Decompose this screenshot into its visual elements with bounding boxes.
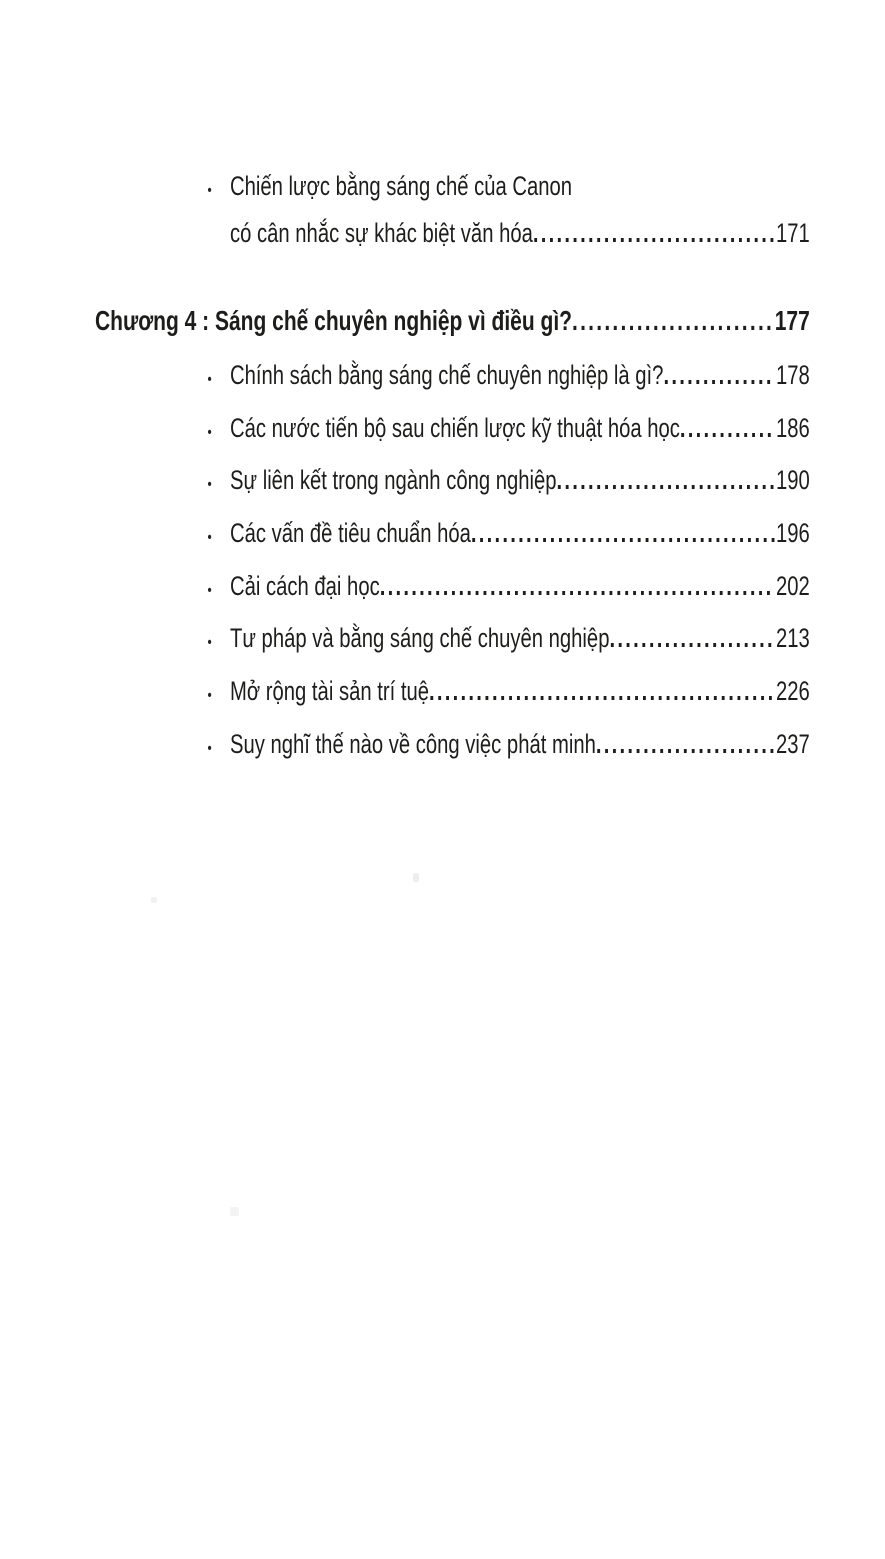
bullet-icon: • [207,581,212,599]
bullet-icon: • [207,371,212,388]
toc-entry-title: Chính sách bằng sáng chế chuyên nghiệp là gì? [230,360,664,390]
toc-entry [95,718,810,771]
toc-page-number: 190 [775,465,810,496]
bullet-icon: • [207,634,212,652]
toc-entry-title: có cân nhắc sự khác biệt văn hóa [230,218,533,248]
scan-speck [230,1207,239,1216]
dot-leader [596,718,775,771]
toc-carryover-entry-line2 [95,210,810,257]
toc-carryover-entry-line1 [95,163,810,210]
toc-entry-title: Tư pháp và bằng sáng chế chuyên nghiệp [230,623,610,654]
toc-page-number: 177 [774,305,810,336]
toc-entry [95,665,810,718]
toc-entry [95,454,810,507]
toc-entry-title: Các nước tiến bộ sau chiến lược kỹ thuật hóa học [230,412,680,443]
toc-entry-title: Mở rộng tài sản trí tuệ [230,676,429,707]
toc-chapter-heading [95,294,810,347]
dot-leader [572,294,773,347]
toc-page-number: 202 [775,570,810,601]
toc-entry-title: Các vấn đề tiêu chuẩn hóa [230,518,471,549]
toc-page-number: 186 [775,412,810,443]
toc-entry-title: Cải cách đại học [230,570,380,601]
dot-leader [609,612,774,665]
scan-speck [151,897,157,903]
toc-entry-list [95,349,810,771]
bullet-icon: • [207,687,212,705]
dot-leader [663,349,774,402]
toc-page-number: 196 [775,518,810,549]
dot-leader [680,402,775,455]
toc-page-number: 171 [775,218,810,248]
dot-leader [471,507,775,560]
toc-page-number: 237 [775,728,810,759]
toc-page-number: 213 [775,623,810,654]
toc-entry [95,402,810,455]
toc-entry [95,612,810,665]
toc-page-number: 226 [775,676,810,707]
bullet-icon: • [207,476,212,494]
table-of-contents [95,163,810,771]
toc-entry-title: Chiến lược bằng sáng chế của Canon [230,171,573,201]
scan-speck [413,873,419,882]
toc-entry [95,560,810,613]
dot-leader [533,210,775,257]
dot-leader [380,560,775,613]
bullet-icon: • [207,423,212,441]
toc-entry-title: Sự liên kết trong ngành công nghiệp [230,465,557,496]
toc-entry-title: Suy nghĩ thế nào về công việc phát minh [230,728,596,759]
toc-entry [95,349,810,402]
toc-entry [95,507,810,560]
bullet-icon: • [207,739,212,757]
dot-leader [557,454,775,507]
dot-leader [429,665,774,718]
bullet-icon: • [207,182,212,199]
bullet-icon: • [207,529,212,547]
toc-page-number: 178 [775,360,810,390]
chapter-title: Chương 4 : Sáng chế chuyên nghiệp vì điều gì? [95,305,573,336]
